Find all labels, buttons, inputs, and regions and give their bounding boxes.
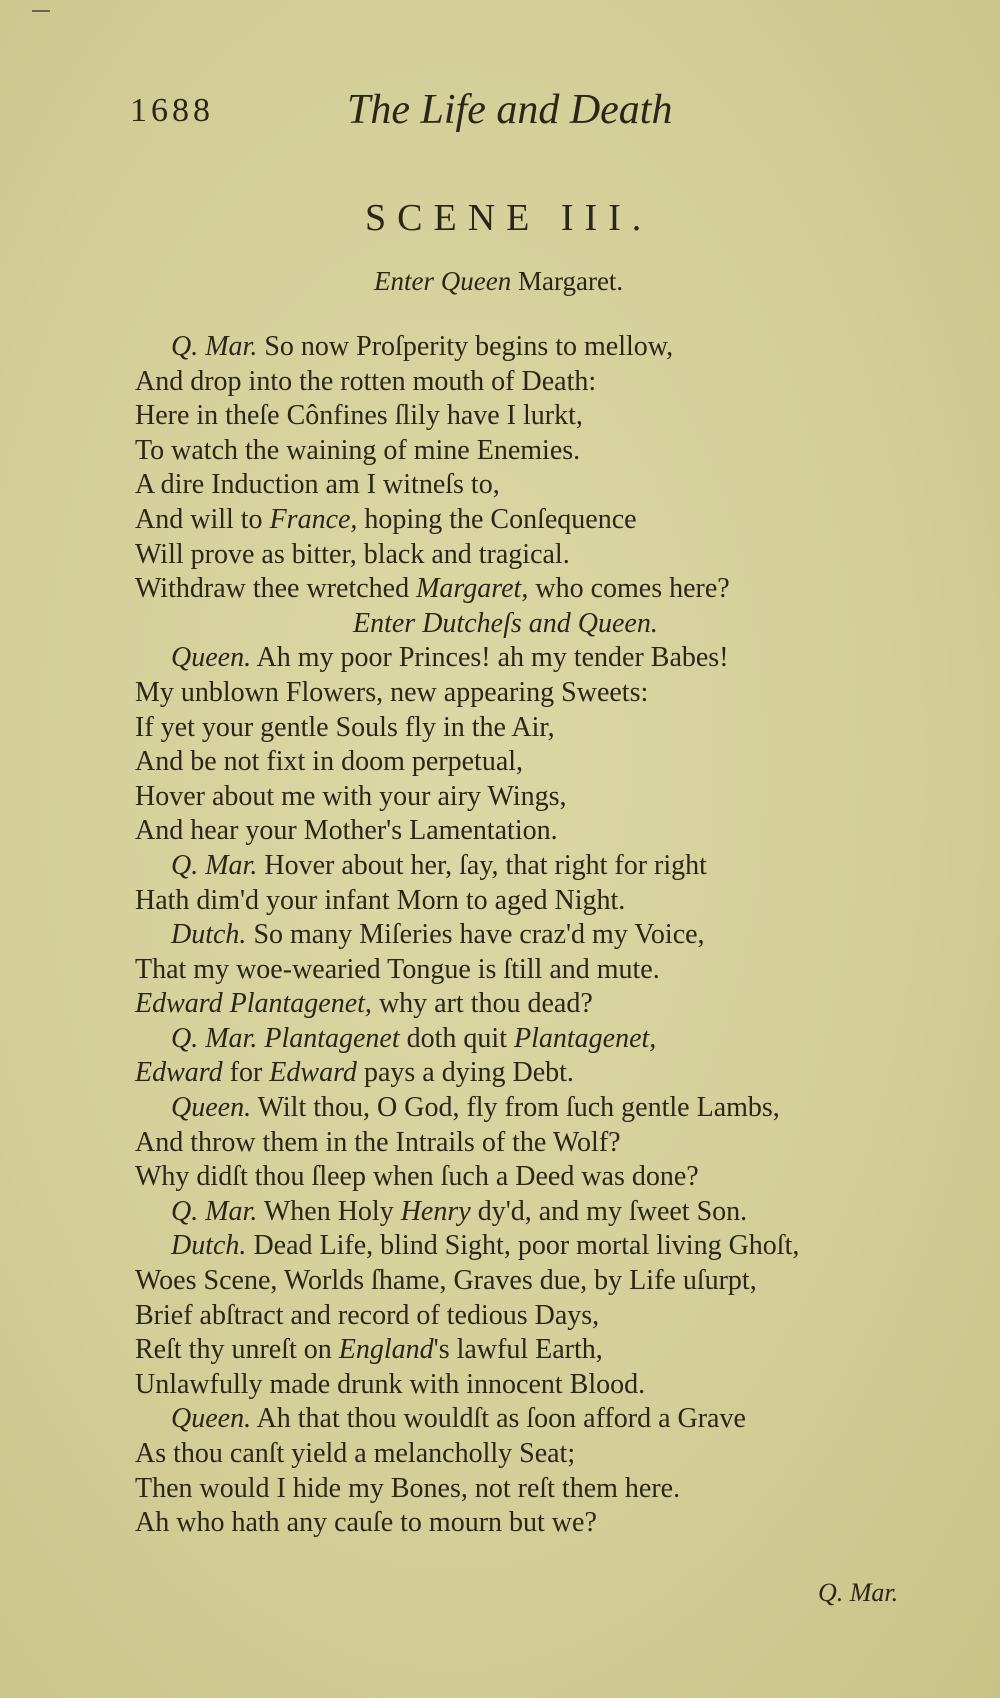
text: Withdraw thee wretched: [135, 573, 417, 605]
text: If yet your gentle Souls fly in the Air,: [135, 711, 555, 743]
verse-line: [135, 1056, 985, 1091]
text: why art thou dead?: [371, 988, 593, 1020]
verse-line: [135, 745, 985, 780]
italic-text: Q. Mar.: [171, 1195, 258, 1227]
text: When Holy: [257, 1195, 401, 1227]
verse-line: [135, 1368, 985, 1403]
verse-line: [135, 953, 985, 988]
text: Then would I hide my Bones, not reſt them here.: [135, 1472, 681, 1504]
scene-title: SCENE III.: [365, 197, 653, 239]
verse-line: [135, 1160, 985, 1195]
stage-word: Enter: [374, 266, 441, 296]
text: Brief abſtract and record of tedious Days,: [135, 1299, 600, 1331]
verse-line: [135, 987, 985, 1022]
text: Here in theſe Cônfines ſlily have I lurkt,: [135, 400, 583, 432]
stage-direction-enter: [374, 266, 623, 297]
verse-line: [135, 814, 985, 849]
verse-line: [135, 1264, 985, 1299]
italic-text: Q. Mar.: [171, 331, 258, 362]
text: dy'd, and my ſweet Son.: [470, 1195, 748, 1227]
verse-line: [135, 1402, 985, 1437]
italic-text: Margaret,: [416, 573, 529, 605]
verse-line: [135, 918, 985, 953]
text: Hath dim'd your infant Morn to aged Night.: [135, 884, 626, 916]
verse-line: [135, 503, 985, 538]
text: for: [222, 1057, 270, 1089]
text: pays a dying Debt.: [356, 1057, 574, 1089]
text: Will prove as bitter, black and tragical.: [135, 538, 570, 570]
text: A dire Induction am I witneſs to,: [135, 469, 500, 501]
text: who comes here?: [528, 573, 730, 605]
verse-line: [135, 780, 985, 815]
text: Woes Scene, Worlds ſhame, Graves due, by Life uſurpt,: [135, 1265, 757, 1297]
text: And hear your Mother's Lamentation.: [135, 815, 558, 847]
text: To watch the waining of mine Enemies.: [135, 434, 581, 466]
verse-line: [135, 1506, 985, 1541]
text: Ah who hath any cauſe to mourn but we?: [135, 1507, 597, 1539]
verse-line: [135, 1091, 985, 1126]
verse-line: [135, 468, 985, 503]
italic-text: Henry: [400, 1195, 471, 1227]
verse-line: [135, 399, 985, 434]
text: And drop into the rotten mouth of Death:: [135, 365, 597, 397]
verse-line: [135, 572, 985, 607]
verse-line: [135, 1333, 985, 1368]
verse-line: [135, 1195, 985, 1230]
text: Hover about me with your airy Wings,: [135, 780, 567, 812]
text: Hover about her, ſay, that right for right: [257, 849, 707, 881]
text: My unblown Flowers, new appearing Sweets:: [135, 676, 649, 708]
verse-line: [135, 1437, 985, 1472]
text: And be not fixt in doom perpetual,: [135, 746, 524, 778]
verse-line: [135, 1472, 985, 1507]
text: And will to: [135, 503, 270, 535]
stage-word: Queen: [440, 266, 512, 296]
text: So now Proſperity begins to mellow,: [257, 331, 674, 362]
verse-line: [135, 884, 985, 919]
text: Reſt thy unreſt on: [135, 1334, 339, 1366]
italic-text: Dutch.: [171, 919, 247, 951]
italic-text: Q. Mar.: [171, 849, 258, 881]
text: 's lawful Earth,: [433, 1334, 603, 1366]
text: Ah that thou wouldſt as ſoon afford a Grave: [251, 1403, 746, 1435]
verse-line: [135, 1022, 985, 1057]
italic-text: Edward Plantagenet,: [135, 988, 372, 1020]
verse-line: [135, 1299, 985, 1334]
text: Ah my poor Princes! ah my tender Babes!: [251, 642, 729, 674]
text: As thou canſt yield a melancholly Seat;: [135, 1438, 576, 1469]
verse-line: [135, 641, 985, 676]
edge-mark: [32, 10, 50, 12]
italic-text: Plantagenet,: [513, 1022, 657, 1054]
italic-text: Q. Mar. Plantagenet: [171, 1022, 400, 1054]
italic-text: Dutch.: [171, 1230, 247, 1262]
text: And throw them in the Intrails of the Wolf?: [135, 1126, 621, 1158]
verse-line: [135, 365, 985, 400]
italic-text: Queen.: [171, 1403, 252, 1435]
catchword: Q. Mar.: [818, 1578, 899, 1607]
italic-text: Edward: [135, 1057, 223, 1089]
text: Why didſt thou ſleep when ſuch a Deed was done?: [135, 1161, 699, 1193]
italic-text: France,: [269, 503, 358, 535]
text: Unlawfully made drunk with innocent Blood.: [135, 1368, 646, 1400]
italic-text: England: [338, 1334, 434, 1366]
verse-line: [135, 711, 985, 746]
text: So many Miſeries have craz'd my Voice,: [246, 919, 705, 951]
verse-line: [135, 1229, 985, 1264]
play-text: [135, 330, 985, 1541]
verse-line: [135, 538, 985, 573]
verse-line: [135, 330, 985, 365]
italic-text: Queen.: [171, 1092, 252, 1124]
text: doth quit: [399, 1022, 514, 1054]
text: Dead Life, blind Sight, poor mortal living Ghoſt,: [246, 1230, 800, 1262]
italic-text: Queen.: [171, 642, 252, 674]
verse-line: [135, 849, 985, 884]
running-title: The Life and Death: [347, 87, 673, 133]
verse-line: [135, 1126, 985, 1161]
text: Wilt thou, O God, fly from ſuch gentle Lambs,: [251, 1092, 780, 1124]
verse-line: [135, 676, 985, 711]
text: That my woe-wearied Tongue is ſtill and mute.: [135, 953, 660, 985]
italic-text: Enter Dutcheſs and Queen.: [353, 607, 658, 639]
italic-text: Edward: [269, 1057, 357, 1089]
stage-word: Margaret.: [511, 266, 624, 296]
page-number: 1688: [130, 92, 214, 129]
verse-line: [135, 434, 985, 469]
text: hoping the Conſequence: [357, 503, 637, 535]
stage-direction: [135, 607, 985, 642]
